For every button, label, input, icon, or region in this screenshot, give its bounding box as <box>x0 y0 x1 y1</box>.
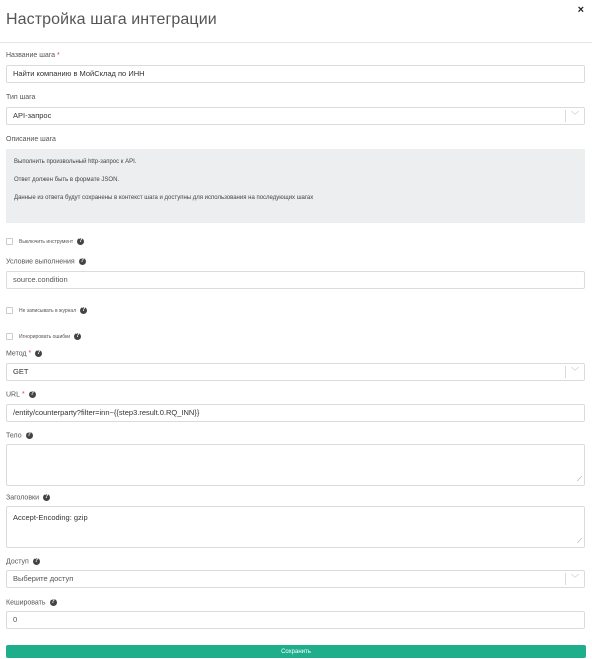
save-button[interactable]: Сохранить <box>6 645 586 658</box>
resize-handle-icon[interactable]: ⟋ <box>577 476 582 483</box>
method-value: GET <box>13 367 29 376</box>
ignore-errors-checkbox[interactable] <box>6 333 13 340</box>
disable-tool-label: Выключить инструмент <box>19 238 74 245</box>
no-log-row <box>6 307 87 314</box>
body-label: Тело ? <box>6 432 31 440</box>
no-log-label: Не записывать в журнал <box>19 307 77 314</box>
required-asterisk: * <box>22 391 25 399</box>
modal-title: Настройка шага интеграции <box>6 11 217 28</box>
ignore-errors-row <box>6 333 81 340</box>
close-icon[interactable]: × <box>577 4 584 16</box>
resize-handle-icon[interactable]: ⟋ <box>577 538 582 545</box>
cache-label: Кешировать ? <box>6 599 55 607</box>
disable-tool-row <box>6 238 84 245</box>
access-label: Доступ ? <box>6 558 39 566</box>
access-placeholder: Выберите доступ <box>13 574 74 583</box>
cache-input[interactable]: 0 <box>6 611 585 629</box>
url-input[interactable]: /entity/counterparty?filter=inn~{{step3.result.0.RQ_INN}} <box>6 404 585 422</box>
help-icon[interactable]: ? <box>30 391 35 397</box>
help-icon[interactable]: ? <box>44 494 49 500</box>
help-icon[interactable]: ? <box>80 258 85 264</box>
chevron-down-icon: ﹀ <box>565 366 584 378</box>
headers-value: Accept-Encoding: gzip <box>13 513 88 522</box>
ignore-errors-label: Игнорировать ошибки <box>19 333 71 340</box>
condition-label: Условие выполнения ? <box>6 258 85 266</box>
step-type-select[interactable] <box>6 107 585 125</box>
url-label: URL * ? <box>6 391 35 399</box>
help-icon[interactable]: ? <box>78 238 83 244</box>
help-icon[interactable]: ? <box>36 350 41 356</box>
disable-tool-checkbox[interactable] <box>6 238 13 245</box>
step-type-label: Тип шага <box>6 94 36 101</box>
chevron-down-icon: ﹀ <box>565 110 584 122</box>
help-icon[interactable]: ? <box>27 432 31 438</box>
modal-header <box>0 0 592 43</box>
required-asterisk: * <box>57 52 60 59</box>
help-icon[interactable]: ? <box>81 307 86 313</box>
description-box <box>6 149 585 223</box>
step-name-input[interactable]: Найти компанию в МойСклад по ИНН <box>6 65 585 83</box>
step-type-value: API-запрос <box>13 111 52 120</box>
no-log-checkbox[interactable] <box>6 307 13 314</box>
required-asterisk: * <box>28 350 32 358</box>
chevron-down-icon: ﹀ <box>565 573 584 585</box>
description-line: Выполнить произвольный http-запрос к API. <box>14 159 137 165</box>
headers-textarea[interactable] <box>6 506 585 548</box>
description-line: Ответ должен быть в формате JSON. <box>14 177 120 183</box>
help-icon[interactable]: ? <box>34 558 39 564</box>
step-name-label: Название шага * <box>6 52 60 59</box>
body-textarea[interactable] <box>6 444 585 486</box>
condition-input[interactable]: source.condition <box>6 271 585 289</box>
help-icon[interactable]: ? <box>75 333 80 339</box>
method-select[interactable] <box>6 363 585 381</box>
method-label: Метод * ? <box>6 350 41 358</box>
headers-label: Заголовки ? <box>6 494 49 502</box>
access-select[interactable] <box>6 570 585 588</box>
description-line: Данные из ответа будут сохранены в контекст шага и доступны для использования на последующих шагах <box>14 195 314 201</box>
description-label: Описание шага <box>6 136 56 143</box>
help-icon[interactable]: ? <box>51 599 55 605</box>
